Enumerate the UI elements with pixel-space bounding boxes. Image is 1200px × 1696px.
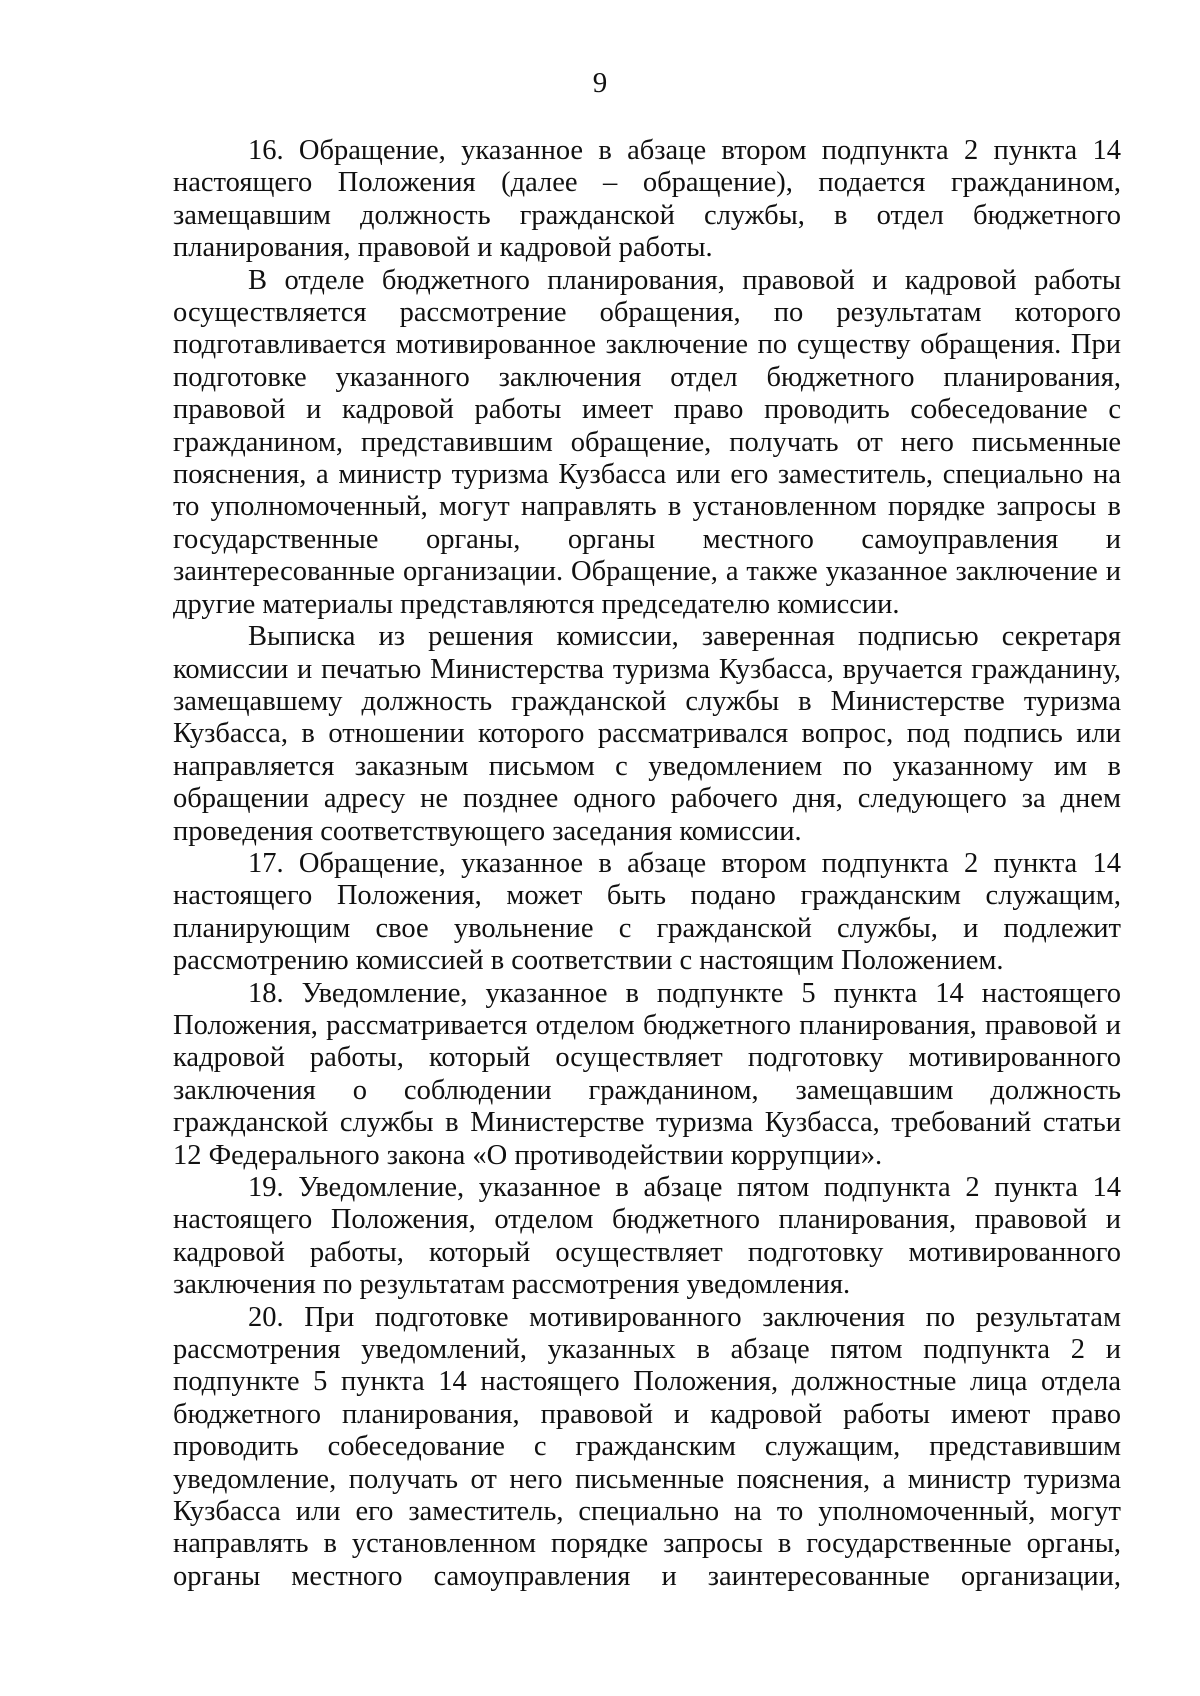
paragraph-16: 16. Обращение, указанное в абзаце втором подпункта 2 пункта 14 настоящего Положения (далее – обращение), подается гражданином, замещавшим должность гражданской службы, в отдел бюджетного планирования, правовой и кадровой работы.: [173, 135, 1121, 264]
paragraph-18: 18. Уведомление, указанное в подпункте 5 пункта 14 настоящего Положения, рассматривается отделом бюджетного планирования, правовой и кадровой работы, который осуществляет подготовку мотивированного заключения о соблюдении гражданином, замещавшим должность гражданской службы в Министерстве туризма Кузбасса, требований статьи 12 Федерального закона «О противодействии коррупции».: [173, 977, 1121, 1171]
page-number: 9: [592, 67, 608, 99]
paragraph-20: 20. При подготовке мотивированного заключения по результатам рассмотрения уведомлений, указанных в абзаце пятом подпункта 2 и подпункте 5 пункта 14 настоящего Положения, должностные лица отдела бюджетного планирования, правовой и кадровой работы имеют право проводить собеседование с гражданским служащим, представившим уведомление, получать от него письменные пояснения, а министр туризма Кузбасса или его заместитель, специально на то уполномоченный, могут направлять в установленном порядке запросы в государственные органы, органы местного самоуправления и заинтересованные организации,: [173, 1301, 1121, 1592]
paragraph-17: 17. Обращение, указанное в абзаце втором подпункта 2 пункта 14 настоящего Положения, может быть подано гражданским служащим, планирующим свое увольнение с гражданской службы, и подлежит рассмотрению комиссией в соответствии с настоящим Положением.: [173, 847, 1121, 977]
paragraph-19: 19. Уведомление, указанное в абзаце пятом подпункта 2 пункта 14 настоящего Положения, отделом бюджетного планирования, правовой и кадровой работы, который осуществляет подготовку мотивированного заключения по результатам рассмотрения уведомления.: [173, 1172, 1121, 1301]
paragraph-16-review: В отделе бюджетного планирования, правовой и кадровой работы осуществляется рассмотрение обращения, по результатам которого подготавливается мотивированное заключение по существу обращения. При подготовке указанного заключения отдел бюджетного планирования, правовой и кадровой работы имеет право проводить собеседование с гражданином, представившим обращение, получать от него письменные пояснения, а министр туризма Кузбасса или его заместитель, специально на то уполномоченный, могут направлять в установленном порядке запросы в государственные органы, органы местного самоуправления и заинтересованные организации. Обращение, а также указанное заключение и другие материалы представляются председателю комиссии.: [173, 264, 1121, 620]
document-body: [173, 135, 1121, 1593]
paragraph-16-extract: Выписка из решения комиссии, заверенная подписью секретаря комиссии и печатью Министерства туризма Кузбасса, вручается гражданину, замещавшему должность гражданской службы в Министерстве туризма Кузбасса, в отношении которого рассматривался вопрос, под подпись или направляется заказным письмом с уведомлением по указанному им в обращении адресу не позднее одного рабочего дня, следующего за днем проведения соответствующего заседания комиссии.: [173, 621, 1121, 847]
